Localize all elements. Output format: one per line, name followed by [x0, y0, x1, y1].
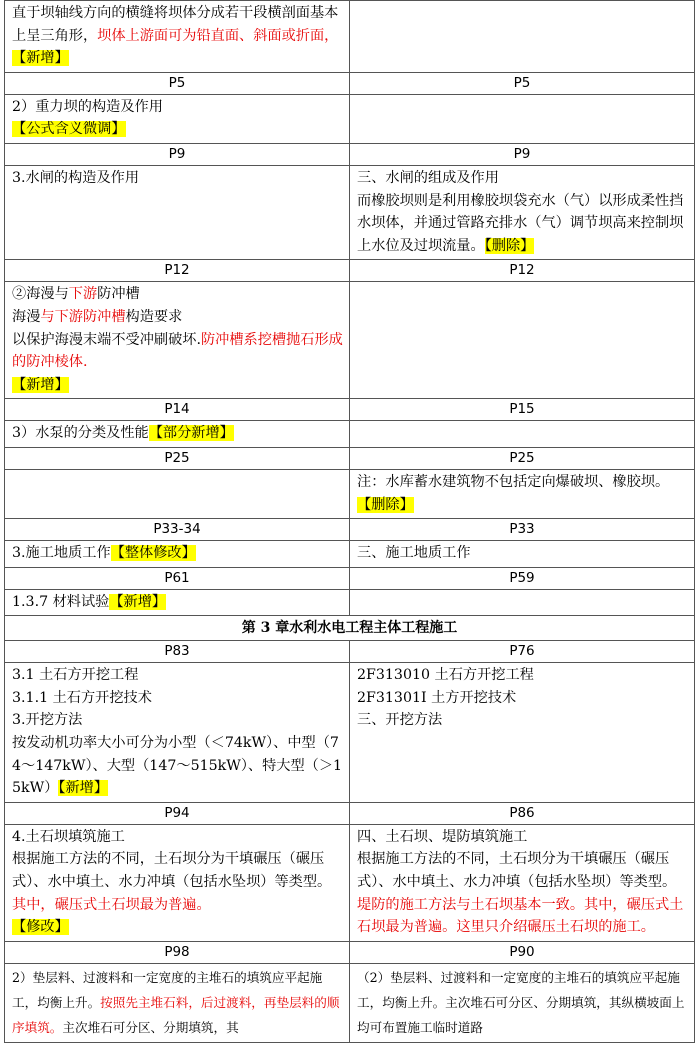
table-row [5, 282, 695, 399]
page-row [5, 802, 695, 824]
change-tag: 【删除】 [484, 237, 535, 254]
cell-old: 3.1 土石方开挖工程 3.1.1 土石方开挖技术 3.开挖方法 按发动机功率大小可分为小型（＜74kW）、中型（74～147kW）、大型（147～515kW）、特大型（＞15kW）【新增】 [5, 663, 350, 803]
cell-new [350, 421, 695, 448]
change-tag: 【整体修改】 [110, 545, 196, 562]
cell-old: 直于坝轴线方向的横缝将坝体分成若干段横剖面基本上呈三角形，坝体上游面可为铅直面、斜面或折面，【新增】 [5, 1, 350, 73]
change-tag: 【修改】 [12, 919, 69, 936]
red-text: 坝体上游面可为铅直面、斜面或折面， [97, 27, 339, 44]
change-tag: 【新增】 [12, 50, 69, 67]
cell-old: 4.土石坝填筑施工 根据施工方法的不同，土石坝分为干填碾压（碾压式）、水中填土、水力冲填（包括水坠坝）等类型。其中，碾压式土石坝最为普遍。 【修改】 [5, 824, 350, 941]
cell-old: 3.水闸的构造及作用 [5, 165, 350, 259]
table-row [5, 589, 695, 616]
cell-old: 2）重力坝的构造及作用 【公式含义微调】 [5, 94, 350, 143]
change-tag: 【新增】 [109, 593, 167, 610]
page-ref-old: P25 [5, 447, 350, 469]
page-ref-old: P5 [5, 72, 350, 94]
page-ref-old: P14 [5, 399, 350, 421]
cell-new: 2F313010 土石方开挖工程 2F31301I 土方开挖技术 三、开挖方法 [350, 663, 695, 803]
table-row [5, 469, 695, 518]
table-row [5, 165, 695, 259]
page-ref-old: P61 [5, 567, 350, 589]
page-ref-old: P9 [5, 143, 350, 165]
change-tag: 【新增】 [58, 780, 109, 797]
page-row [5, 72, 695, 94]
table-row [5, 421, 695, 448]
page-ref-new: P76 [350, 641, 695, 663]
cell-new [350, 282, 695, 399]
change-tag: 【新增】 [12, 376, 69, 393]
page-row [5, 399, 695, 421]
page-ref-new: P90 [350, 941, 695, 963]
cell-new: （2）垫层料、过渡料和一定宽度的主堆石的填筑应平起施工，均衡上升。主次堆石可分区、分期填筑，其纵横坡面上均可布置施工临时道路 [350, 963, 695, 1042]
table-row [5, 963, 695, 1042]
page-ref-old: P83 [5, 641, 350, 663]
cell-new: 三、施工地质工作 [350, 541, 695, 568]
page-ref-old: P98 [5, 941, 350, 963]
change-tag: 【部分新增】 [148, 425, 234, 442]
chapter-heading: 第 3 章水利水电工程主体工程施工 [5, 616, 695, 641]
red-text: 下游 [68, 286, 98, 303]
cell-old: 3）水泵的分类及性能【部分新增】 [5, 421, 350, 448]
table-row [5, 541, 695, 568]
table-row [5, 824, 695, 941]
cell-new: 注：水库蓄水建筑物不包括定向爆破坝、橡胶坝。 【删除】 [350, 469, 695, 518]
page-ref-new: P25 [350, 447, 695, 469]
table-row [5, 94, 695, 143]
change-tag: 【公式含义微调】 [12, 121, 126, 138]
page-ref-new: P15 [350, 399, 695, 421]
page-row [5, 143, 695, 165]
red-text: 堤防的施工方法与土石坝基本一致。其中，碾压式土石坝最为普遍。这里只介绍碾压土石坝的施工。 [357, 896, 684, 936]
change-tag: 【删除】 [357, 496, 414, 513]
table-row [5, 663, 695, 803]
cell-new: 四、土石坝、堤防填筑施工 根据施工方法的不同，土石坝分为干填碾压（碾压式）、水中填土、水力冲填（包括水坠坝）等类型。堤防的施工方法与土石坝基本一致。其中，碾压式土石坝最为普遍。这里只介绍碾压土石坝的施工。 [350, 824, 695, 941]
page-ref-new: P33 [350, 519, 695, 541]
chapter-row [5, 616, 695, 641]
page-row [5, 941, 695, 963]
cell-old: 3.施工地质工作【整体修改】 [5, 541, 350, 568]
page-ref-new: P86 [350, 802, 695, 824]
red-text: 与下游防冲槽 [40, 308, 126, 325]
comparison-table [4, 0, 695, 1043]
red-text: 其中，碾压式土石坝最为普遍。 [12, 896, 211, 913]
page-ref-old: P94 [5, 802, 350, 824]
cell-old [5, 469, 350, 518]
cell-old: 1.3.7 材料试验【新增】 [5, 589, 350, 616]
page-row [5, 567, 695, 589]
page-ref-new: P59 [350, 567, 695, 589]
page-ref-old: P33-34 [5, 519, 350, 541]
page-row [5, 447, 695, 469]
table-row [5, 1, 695, 73]
page-ref-old: P12 [5, 260, 350, 282]
page-row [5, 519, 695, 541]
cell-new [350, 94, 695, 143]
cell-new [350, 1, 695, 73]
page-ref-new: P9 [350, 143, 695, 165]
cell-new [350, 589, 695, 616]
page-ref-new: P5 [350, 72, 695, 94]
cell-old: ②海漫与下游防冲槽 海漫与下游防冲槽构造要求 以保护海漫末端不受冲刷破坏.防冲槽系挖槽抛石形成的防冲棱体. 【新增】 [5, 282, 350, 399]
page-row [5, 641, 695, 663]
red-text: 防冲槽系挖槽抛石形成的防冲棱体. [12, 331, 343, 371]
cell-old: 2）垫层料、过渡料和一定宽度的主堆石的填筑应平起施工，均衡上升。按照先主堆石料，后过渡料，再垫层料的顺序填筑。主次堆石可分区、分期填筑，其 [5, 963, 350, 1042]
page-ref-new: P12 [350, 260, 695, 282]
cell-new: 三、水闸的组成及作用 而橡胶坝则是利用橡胶坝袋充水（气）以形成柔性挡水坝体，并通过管路充排水（气）调节坝高来控制坝上水位及过坝流量。【删除】 [350, 165, 695, 259]
red-text: 按照先主堆石料，后过渡料，再垫层料的顺序填筑。 [12, 994, 340, 1035]
page-row [5, 260, 695, 282]
